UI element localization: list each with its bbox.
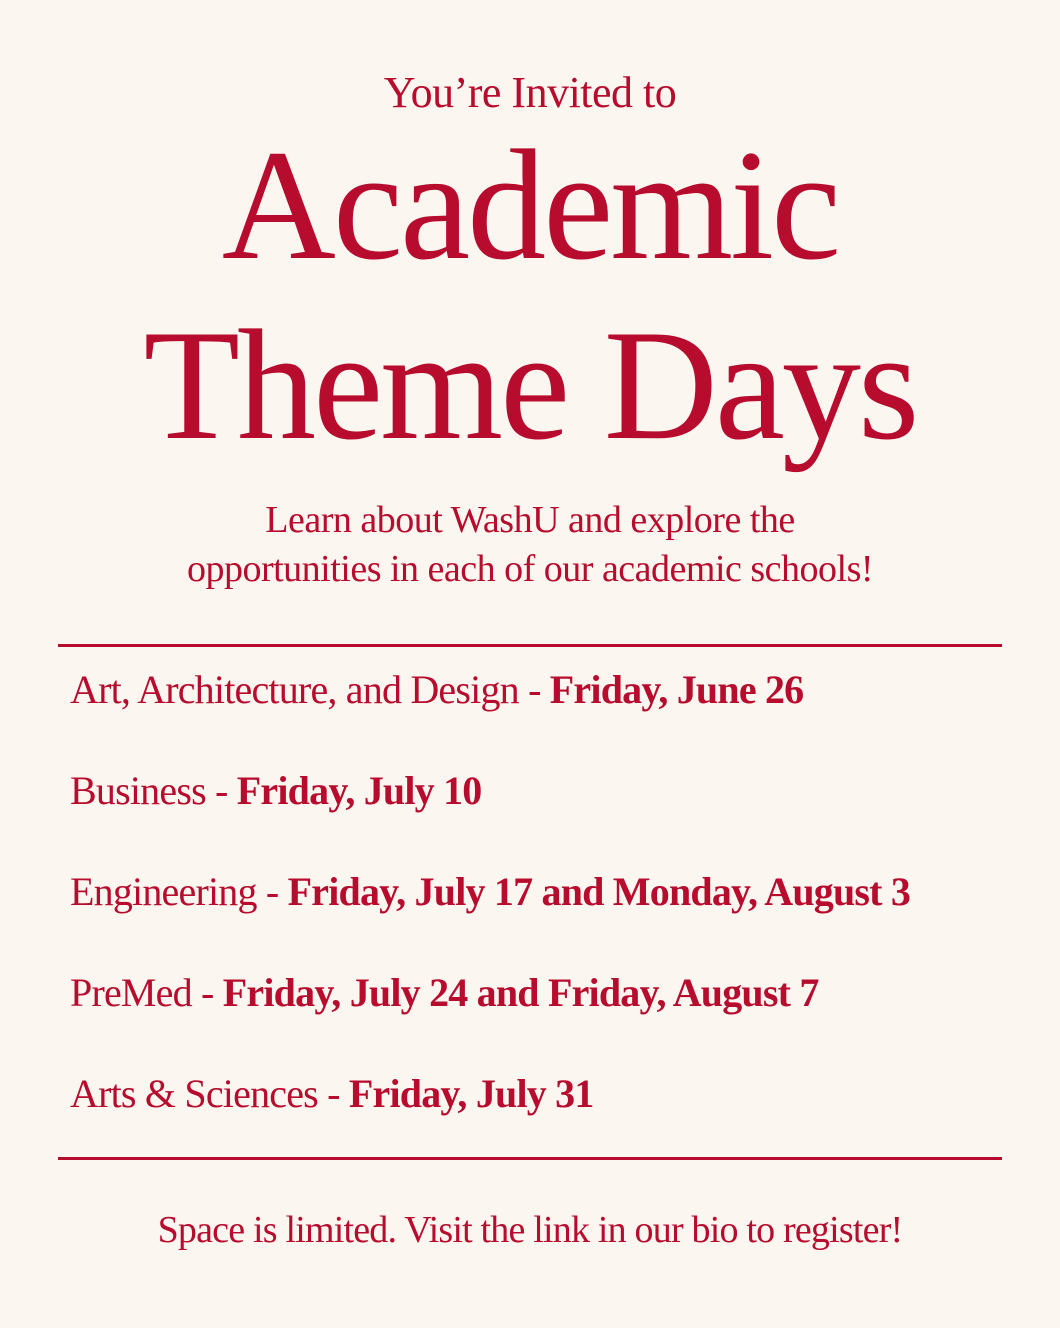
event-date: Friday, July 31 — [348, 1071, 594, 1116]
event-date: Friday, June 26 — [549, 667, 804, 712]
subtitle-line-2: opportunities in each of our academic schools! — [186, 548, 874, 590]
subtitle-line-1: Learn about WashU and explore the — [265, 499, 795, 541]
schedule-item-premed — [70, 965, 1000, 1066]
school-name: PreMed - — [70, 970, 223, 1015]
event-date: Friday, July 17 and Monday, August 3 — [287, 869, 911, 914]
invite-heading: You’re Invited to — [383, 68, 677, 117]
schedule-item-arts-sciences — [70, 1066, 1000, 1167]
schedule-list — [70, 662, 1000, 1167]
school-name: Engineering - — [70, 869, 288, 914]
bottom-divider — [58, 1157, 1002, 1160]
registration-note: Space is limited. Visit the link in our bio to register! — [157, 1209, 903, 1251]
school-name: Business - — [70, 768, 237, 813]
top-divider — [58, 644, 1002, 647]
subtitle — [0, 496, 1060, 594]
school-name: Art, Architecture, and Design - — [70, 667, 550, 712]
title-line-2: Theme Days — [143, 298, 917, 473]
title-line-1: Academic — [221, 118, 839, 293]
event-date: Friday, July 10 — [236, 768, 482, 813]
school-name: Arts & Sciences - — [70, 1071, 349, 1116]
event-date: Friday, July 24 and Friday, August 7 — [222, 970, 819, 1015]
schedule-item-art-architecture-design — [70, 662, 1000, 763]
schedule-item-business — [70, 763, 1000, 864]
schedule-item-engineering — [70, 864, 1000, 965]
